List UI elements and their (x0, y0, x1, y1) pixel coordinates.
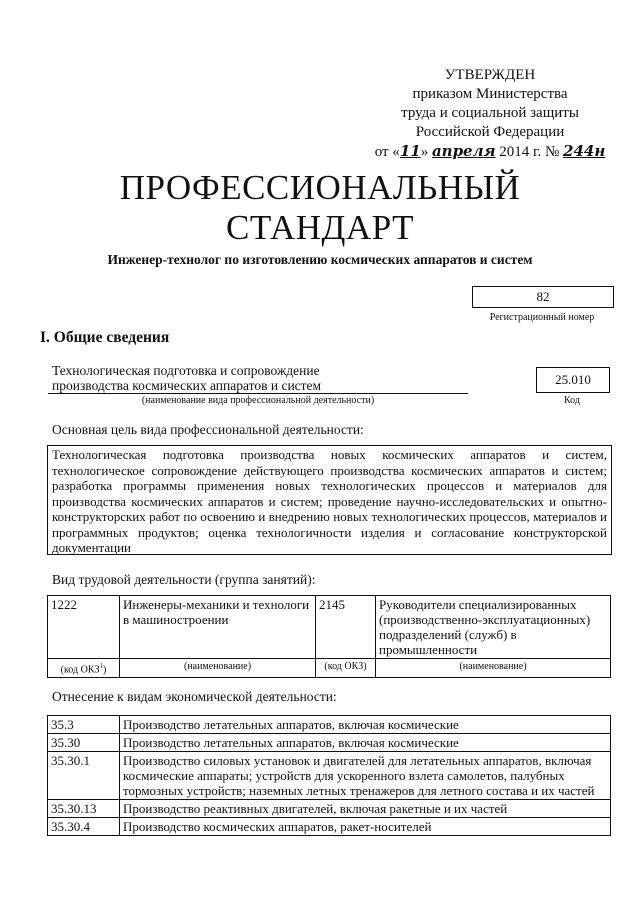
table-caption-row (48, 659, 611, 678)
okved-code-cell: 35.30.13 (48, 800, 120, 818)
okved-code-cell: 35.3 (48, 716, 120, 734)
standard-name: Инженер-технолог по изготовлению космических аппаратов и систем (107, 252, 533, 267)
purpose-label: Основная цель вида профессиональной деятельности: (52, 422, 364, 437)
economic-label: Отнесение к видам экономической деятельности: (52, 689, 337, 704)
activity-caption: (наименование вида профессиональной деятельности) (141, 395, 375, 406)
approval-line-2: приказом Министерства (412, 86, 568, 102)
okz-name-cell: Руководители специализированных (производственно-эксплуатационных) подразделений (служб) в промышленности (376, 596, 611, 659)
table-row (48, 596, 611, 659)
document-title (0, 168, 640, 248)
approval-block (360, 66, 620, 162)
okved-code-cell: 35.30.1 (48, 752, 120, 800)
date-mid: » (420, 144, 429, 160)
caption-okz-code-text: (код ОКЗ (60, 664, 100, 676)
occupation-table (47, 595, 611, 678)
okved-name-cell: Производство летательных аппаратов, включая космические (120, 734, 611, 752)
date-month: апреля (431, 142, 496, 160)
caption-okz-code-2: (код ОКЗ) (316, 659, 376, 678)
activity-underline (48, 393, 468, 394)
okved-name-cell: Производство летательных аппаратов, включая космические (120, 716, 611, 734)
okved-name-cell: Производство силовых установок и двигателей для летательных аппаратов, включая космические аппараты; устройств для ускоренного взлета самолетов, палубных тормозных устройств; наземных летных тренажеров для летного состава и их частей (120, 752, 611, 800)
purpose-text: Технологическая подготовка производства новых космических аппаратов и систем, технологическое сопровождение действующего производства космических аппаратов и систем; разработка программы применения новых технологических процессов и материалов для производства космических аппаратов и систем; проведение научно-исследовательских и опытно-конструкторских работ по освоению и внедрению новых технологических процессов, материалов и программных продуктов; оценка технологичности изделия и согласование конструкторской документации (47, 445, 612, 555)
activity-code-box: 25.010 (536, 367, 610, 393)
okz-code-cell: 1222 (48, 596, 120, 659)
okved-code-cell: 35.30.4 (48, 818, 120, 836)
table-row (48, 818, 611, 836)
economic-table (47, 715, 611, 836)
activity-name: Технологическая подготовка и сопровождение производства космических аппаратов и систем (52, 363, 322, 393)
title-line-2: СТАНДАРТ (226, 208, 414, 247)
table-row (48, 716, 611, 734)
okved-code-cell: 35.30 (48, 734, 120, 752)
registration-number-box: 82 (472, 286, 614, 308)
footnote-mark: 1 (99, 662, 104, 670)
caption-name-2: (наименование) (376, 659, 611, 678)
code-caption: Код (564, 395, 580, 406)
order-number: 244н (563, 142, 606, 160)
okz-name-cell: Инженеры-механики и технологи в машиностроении (120, 596, 316, 659)
approval-date-line (360, 142, 620, 162)
table-row (48, 752, 611, 800)
section-heading: I. Общие сведения (40, 329, 170, 346)
approval-line-4: Российской Федерации (415, 124, 565, 140)
approval-line-1: УТВЕРЖДЕН (444, 67, 536, 83)
date-day: 11 (399, 142, 421, 160)
occupation-label: Вид трудовой деятельности (группа занятий): (52, 572, 316, 587)
title-line-1: ПРОФЕССИОНАЛЬНЫЙ (119, 168, 521, 207)
okz-code-cell: 2145 (316, 596, 376, 659)
okved-name-cell: Производство реактивных двигателей, включая ракетные и их частей (120, 800, 611, 818)
table-row (48, 734, 611, 752)
registration-caption: Регистрационный номер (489, 312, 595, 323)
caption-okz-code (48, 659, 120, 678)
date-year: 2014 г. № (499, 144, 560, 160)
date-prefix: от « (374, 144, 400, 160)
caption-okz-code-end: ) (103, 664, 107, 676)
caption-name: (наименование) (120, 659, 316, 678)
okved-name-cell: Производство космических аппаратов, ракет-носителей (120, 818, 611, 836)
approval-line-3: труда и социальной защиты (401, 105, 579, 121)
table-row (48, 800, 611, 818)
